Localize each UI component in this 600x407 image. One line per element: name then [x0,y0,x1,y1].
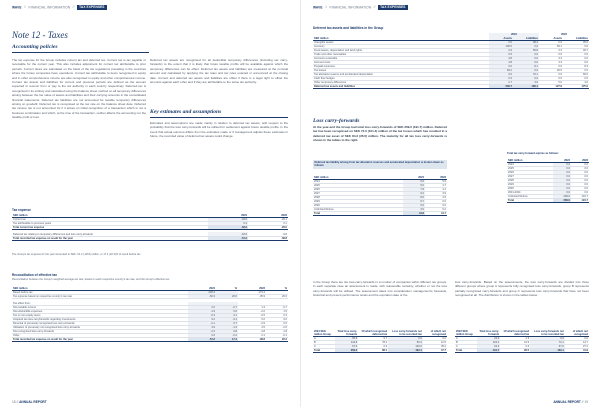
loss-carry-forwards-heading: Loss carry-forwards [313,118,360,124]
table-row: Inventory 100.5 0.0 83.1 0.0 [314,45,588,49]
brand-logo: WAVE [313,5,323,10]
header-tag: TAX EXPENSES [79,5,105,10]
key-estimates-heading: Key estimates and assumptions [150,109,222,115]
table-row: Current tax -33.6 -29.1 [13,218,287,222]
accounting-policies-text-col1: The tax expense for the Group includes current tax and deferred tax. Current tax is tax payable or receivable for the current year. This also includes adjustment for current tax attributable to prior periods. Current taxes are calculated on the basis of the tax regulations prevailing in the countries where the Group companies have operations. Current tax attributable to items recognised in equity and in other comprehensive income are also recognised in equity and other comprehensive income. Current tax assets and liabilities for current and previous periods are defined as the amount expected to recover from or pay to the tax authority in each country respectively. Deferred tax is recognised in its entirety and calculated using the balance sheet method on all temporary differences arising between the tax value of assets and liabilities and their carrying amounts in the consolidated financial statements. Deferred tax liabilities are not accounted for taxable temporary differences arising on goodwill. Deferred tax is recognised at the tax rate on the balance sheet date. Deferred tax income tax is not accounted for if it arises on initial recognition of a transaction which is not a business combination and which, at the time of the transaction, neither affects the accounting nor the taxable profit or loss. [12,58,146,120]
accounting-policies-heading: Accounting policies [12,44,58,50]
table-row: 2026 7.9 4.4 [314,188,446,192]
table-row: 2027 0.0 0.0 [508,175,588,179]
table-row: Non-recognised loss carry-forwards -2.3 0.8 -4.8 2.8 [13,330,287,334]
table-row: Utilisation of previously not recognised loss carry-forwards 3.9 -1.3 4.5 -2.6 [13,326,287,330]
accounting-policies-text-col2: Deferred tax assets are recognised for all deductible temporary differences (including tax carry-forwards) to the extent that it is likely that future taxable profits will be available against which the temporary differences can be offset. Deferred tax assets and liabilities are measured at the nominal amount and calculated by applying the tax rates and tax rules enacted or announced at the closing date. Current and deferred tax assets and liabilities are offset if there is a legal right to offset the amounts against each other and if they are attributable to the same tax authority. [150,58,288,85]
table-row: 2024 0.0 0.0 [508,163,588,167]
table-row: C 64.3 0.0 67.0 27.2 [456,345,588,348]
header-section: FINANCIAL INFORMATION [329,5,372,10]
left-footer: 18 // ANNUAL REPORT [12,400,47,404]
table-row: Prepaid expenses 0.0 8.1 0.0 8.3 [314,65,588,69]
tax-expense-table: SEK million 2024 2023 Current tax -33.6 -29.1 Tax attributable to previous years 0.4 0.1 Total current tax expense -33.2 -29.0 Deferred tax relating to temporary differences and loss carry-forwards -18.0 -9.8 Total recorded tax expense on result for the year -51.2 -38.8 [13,214,287,240]
table-row: Non-taxable income 2.0 -0.7 1.3 -0.7 [13,306,287,310]
table-row: Unlimited lifetime 3.6 6.2 [314,208,446,212]
table-row: 2028 8.6 4.5 [314,196,446,200]
loss-assessment-text-right: loss carry-forwards. Based on the assessments, the loss carry-forwards are divided into three different groups where group A represents fully recognised loss carry-forwards, group B represents partially recognised carry-forwards and group C represents loss carry-forwards that have not been recognised at all. The distribution is shown in the tables below. [455,280,589,298]
table-row: 2027 9.2 3.9 [314,192,446,196]
loss-groups-2023-table: 2023 SEK million Group Total loss carry-forwards Of which recognised deferred tax Loss carry-forwards not to be recorded tax of which not recognised A 24.0 4.6 0.0 0.0 B 103.4 21.9 72.1 14.7 C 64.3 0.0 67.0 27.2 Total 191.7 26.5 139.1 41.9 [456,330,588,352]
table-row: 2025 6.0 4.7 [314,184,446,188]
table-total-row: Total recorded tax expense on result for the year -51.2 17.4 -38.8 22.3 [13,338,287,342]
table-row: 2029 0.0 0.0 [508,183,588,187]
mini-table-title: Deferred tax liability arising from tax allocation reserves and accelerated depreciation is broken down as follows: [313,160,447,169]
table-row: C 67.6 0.0 136.0 35.2 [314,345,446,348]
loss-assessment-text-left: In the Group there are tax loss-carry-forwards in a number of companies within different tax groups. In each separate case an assessment is made, with reasonable certainty, whether or not the loss carry-forwards will be utilised. The assessment takes into consideration management's forecasts, historical and present performance levels and the expiration date of the [313,280,447,298]
table-row: 2026 0.0 0.0 [508,171,588,175]
table-row: Intangible assets 0.0 38.4 0.0 45.6 [314,41,588,45]
table-row: Tax allocation reserve and accelerated depreciation 0.0 76.1 0.0 66.6 [314,73,588,77]
table-total-row: Total 269.0 88.1 192.4 47.7 [314,349,446,352]
table-row: Result before tax 293.4 174.4 [12,291,288,295]
table-row: B 103.4 21.9 72.1 14.7 [456,341,588,344]
table-row: Non-deductible expenses -1.9 0.6 -2.6 1.5 [13,310,287,314]
tax-expense-title: Tax expense [12,208,31,212]
header-tag: TAX EXPENSES [380,5,406,10]
table-row: 2024 0.0 5.6 [314,180,446,184]
deferred-tax-table: 2024 2023 SEK million Assets Liabilities Assets Liabilities Intangible assets 0.0 38.4 0.0 45.6 Inventory 100.5 0.0 83.1 0.0 Fixed assets, depreciation and land rights 2.9 55.8 3.3 49.7 Trade and other receivables 0.5 0.0 0.6 0.0 Accounts receivable 4.8 0.0 4.4 0.0 Accrued costs 4.8 0.0 4.3 0.0 Prepaid expenses 0.0 8.1 0.0 8.3 Tax losses 84.2 0.0 26.5 0.0 Tax allocation reserve and accelerated depreciation 0.0 76.1 0.0 66.6 Cash flow hedges 0.3 0.0 0.0 0.6 Other temporary differences 2.7 3.6 5.0 4.0 Deferred tax assets and liabilities 230.7 182.1 127.9 175.0 [314,33,588,89]
loss-carry-forwards-text: At the year-end the Group had total loss carry-forwards of SEK 269.0 (191.7) million. Deferred tax has been recognised on SEK 74.0 (101.4) million of the tax losses which has resulted in a deferred tax asset of SEK 84.2 (26.5) million. The maturity for all tax loss carry-forwards is shown in the tables to the right. [313,125,447,143]
table-row: A 56.6 9.7 0.0 0.0 [314,337,446,340]
tax-allocation-table: SEK million 2024 2023 2024 0.0 5.6 2025 6.0 4.7 2026 7.9 4.4 2027 9.2 3.9 2028 8.6 4.5 2029 9.7 0.0 2030 0.0 0.0 Unlimited lifetime 3.6 6.2 Total 44.8 41.7 [314,176,446,216]
table-row: 2030 0.0 0.0 [314,204,446,208]
table-row: B 144.8 78.4 56.4 12.5 [314,341,446,344]
right-page [300,0,600,407]
carry-forward-expiry-table: SEK million 2024 2023 2024 0.0 0.0 2025 0.0 0.0 2026 0.0 0.0 2027 0.0 0.0 2028 0.0 0.0 2029 0.0 0.0 2030 0.0 0.0 2031-2034 0.0 0.0 Unlimited lifetime 269.0 191.7 Total 269.0 191.7 [508,159,588,203]
table-row: 2028 0.0 0.0 [508,179,588,183]
brand-logo: WAVE [12,5,22,10]
table-total-row: Total 191.7 26.5 139.1 41.9 [456,349,588,352]
table-row: Tax effect from: [12,302,288,306]
deferred-tax-title: Deferred tax assets and liabilities in the Group [313,26,384,30]
left-header: WAVE // FINANCIAL INFORMATION // TAX EXPENSES [12,5,105,10]
table-row: 2025 0.0 0.0 [508,167,588,171]
table-row: Unlimited lifetime 269.0 191.7 [508,195,588,199]
table-row: Cash flow hedges 0.3 0.0 0.0 0.6 [314,77,588,81]
page-number: 19 [584,400,588,404]
loss-groups-2024-table: 2024 SEK million Group Total loss carry-forwards Of which recognised deferred tax Loss carry-forwards not to be recorded tax of which not recognised A 56.6 9.7 0.0 0.0 B 144.8 78.4 56.4 12.5 C 67.6 0.0 136.0 35.2 Total 269.0 88.1 192.4 47.7 [314,330,446,352]
reconciliation-title: Reconciliation of effective tax [12,273,57,277]
table-row: Fixed assets, depreciation and land rights 2.9 55.8 3.3 49.7 [314,49,588,53]
table-row: A 24.0 4.6 0.0 0.0 [456,337,588,340]
reconciliation-intro: Reconciliation between the Group's weighted average tax rate, based on each respective country's tax rate, and the Group's effective tax: [12,278,170,281]
tax-expense-note: The Group's tax expense for the year amounted to SEK -51.2 (-38.8) million, or 17.4 (22.3)% of result before tax. [12,253,142,256]
table-row: 2029 9.7 0.0 [314,200,446,204]
table-total-row: Deferred tax assets and liabilities 230.7 182.1 127.9 175.0 [314,85,588,89]
table-total-row: Total recorded tax expense on result for the year -51.2 -38.8 [13,236,287,240]
reconciliation-table: SEK million 2024 % 2023 % Result before tax 293.4 174.4 Tax expense based on respective country's tax rate -60.3 20.6 -35.9 20.6 Tax effect from: Non-taxable income 2.0 -0.7 1.3 -0.7 Non-deductible expenses -1.9 0.6 -2.6 1.5 Tax on non-equity items -0.3 0.1 -0.5 0.3 Acquired tax-loss carryforwards regarding investments 9.2 -3.1 0.0 0.0 Reversal of previously recognised loss carry-forwards -2.1 0.7 -0.9 0.5 Utilisation of previously not recognised loss carry-forwards 3.9 -1.3 4.5 -2.6 Non-recognised loss carry-forwards -2.3 0.8 -4.8 2.8 Other 0.6 -0.2 0.1 -0.1 Total recorded tax expense on result for the year -51.2 17.4 -38.8 22.3 [13,287,287,342]
table-row: Other 0.6 -0.2 0.1 -0.1 [13,334,287,338]
note-title: Note 12 - Taxes [12,30,68,40]
table-row: 2031-2034 0.0 0.0 [508,191,588,195]
table-total-row: Total 269.0 191.7 [508,199,588,203]
table-row: Other temporary differences 2.7 3.6 5.0 4.0 [314,81,588,85]
table-row: Trade and other receivables 0.5 0.0 0.6 0.0 [314,53,588,57]
table-row: Accounts receivable 4.8 0.0 4.4 0.0 [314,57,588,61]
heading-divider [12,52,149,53]
table-total-row: Total current tax expense -33.2 -29.0 [13,226,287,230]
table-row: Tax losses 84.2 0.0 26.5 0.0 [314,69,588,73]
expiry-table-title: Total tax carry-forward expires as follows: [507,152,559,155]
table-row: Reversal of previously recognised loss carry-forwards -2.1 0.7 -0.9 0.5 [13,322,287,326]
table-row: Accrued costs 4.8 0.0 4.3 0.0 [314,61,588,65]
header-section: FINANCIAL INFORMATION [28,5,71,10]
page-number: 18 [12,400,16,404]
right-header: WAVE // FINANCIAL INFORMATION // TAX EXPENSES [313,5,406,10]
key-estimates-text: Estimates and assumptions are made mainly in relation to deferred tax assets, with respect to the probability that the loss carry-forwards will be utilised for settlement against future taxable profits. In the event that actual outcome differs from the estimates made or if management adjusts these estimates in future, the recorded value of deferred tax assets could change. [150,121,288,139]
table-row: Tax expense based on respective country's tax rate -60.3 20.6 -35.9 20.6 [13,295,287,299]
table-row: Deferred tax relating to temporary differences and loss carry-forwards -18.0 -9.8 [13,232,287,236]
heading-divider [150,117,288,118]
table-row: Acquired tax-loss carryforwards regarding investments 9.2 -3.1 0.0 0.0 [13,318,287,322]
table-row: Tax on non-equity items -0.3 0.1 -0.5 0.3 [13,314,287,318]
table-total-row: Total 44.8 41.7 [314,212,446,216]
right-footer: ANNUAL REPORT // 19 [553,400,588,404]
table-row: 2030 0.0 0.0 [508,187,588,191]
table-row: Tax attributable to previous years 0.4 0.1 [13,222,287,226]
